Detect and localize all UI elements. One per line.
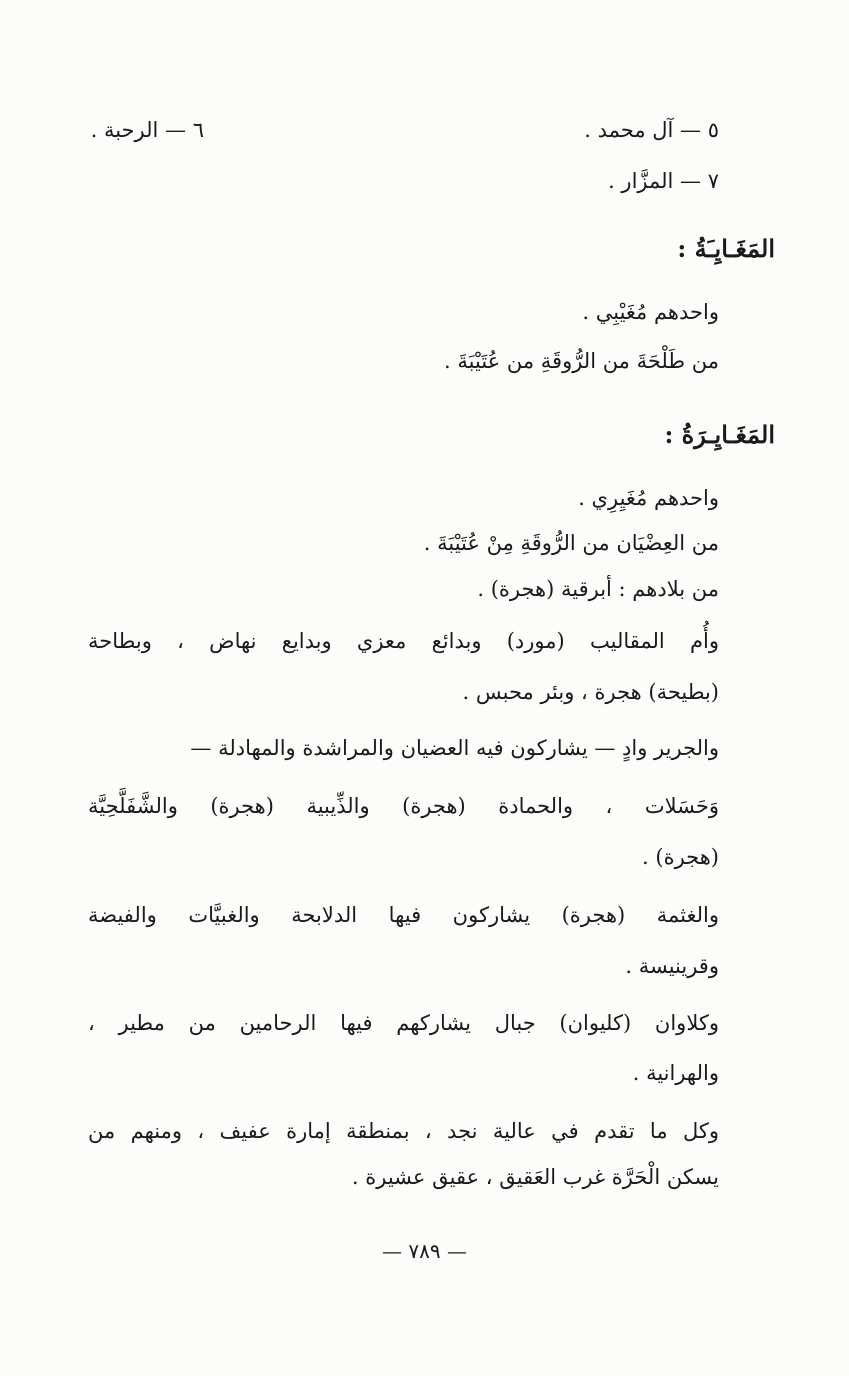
section2-line-2: من العِضْيَان من الرُّوقَةِ مِنْ عُتَيْبَةَ . <box>423 531 719 555</box>
section1-line-1: واحدهم مُغَيْبِي . <box>582 300 719 324</box>
section2-line-1: واحدهم مُغَيِرِي . <box>578 486 719 510</box>
paragraph-6-line-2: يسكن الْحَرَّة غرب العَقيق ، عقيق عشيرة . <box>351 1165 719 1189</box>
section2-line-3: من بلادهم : أبرقية (هجرة) . <box>477 577 719 601</box>
paragraph-4-line-1: والغثمة (هجرة) يشاركون فيها الدلابحة والغبيَّات والفيضة <box>88 903 719 927</box>
section1-line-2: من طَلْحَةَ من الرُّوقَةِ من عُتَيْبَةَ . <box>444 349 719 373</box>
list-item-7: ٧ — المزَّار . <box>608 169 719 193</box>
list-item-5: ٥ — آل محمد . <box>584 118 719 142</box>
paragraph-6-line-1: وكل ما تقدم في عالية نجد ، بمنطقة إمارة عفيف ، ومنهم من <box>88 1119 719 1143</box>
paragraph-5-line-1: وكلاوان (كليوان) جبال يشاركهم فيها الرحامين من مطير ، <box>88 1011 719 1035</box>
paragraph-2-line-1: والجرير وادٍ — يشاركون فيه العضيان والمراشدة والمهادلة — <box>190 736 719 760</box>
paragraph-1-line-2: (بطيحة) هجرة ، وبئر محبس . <box>462 680 719 704</box>
paragraph-3-line-2: (هجرة) . <box>642 845 719 869</box>
page-number: — ٧٨٩ — <box>382 1239 467 1263</box>
paragraph-1-line-1: وأُم المقاليب (مورد) وبدائع معزي وبدايع نهاض ، وبطاحة <box>88 629 719 653</box>
paragraph-5-line-2: والهرانية . <box>632 1061 719 1085</box>
paragraph-3-line-1: وَحَسَلات ، والحمادة (هجرة) والذِّيبية (هجرة) والشَّفَلَّحِيَّة <box>88 794 719 818</box>
section-heading-maghayirah: المَغَـايِـرَةُ : <box>664 420 775 449</box>
section-heading-maghayibah: المَغَـايِـَةُ : <box>677 234 775 263</box>
paragraph-4-line-2: وقرينيسة . <box>625 954 719 978</box>
list-item-6: ٦ — الرحبة . <box>90 118 204 142</box>
